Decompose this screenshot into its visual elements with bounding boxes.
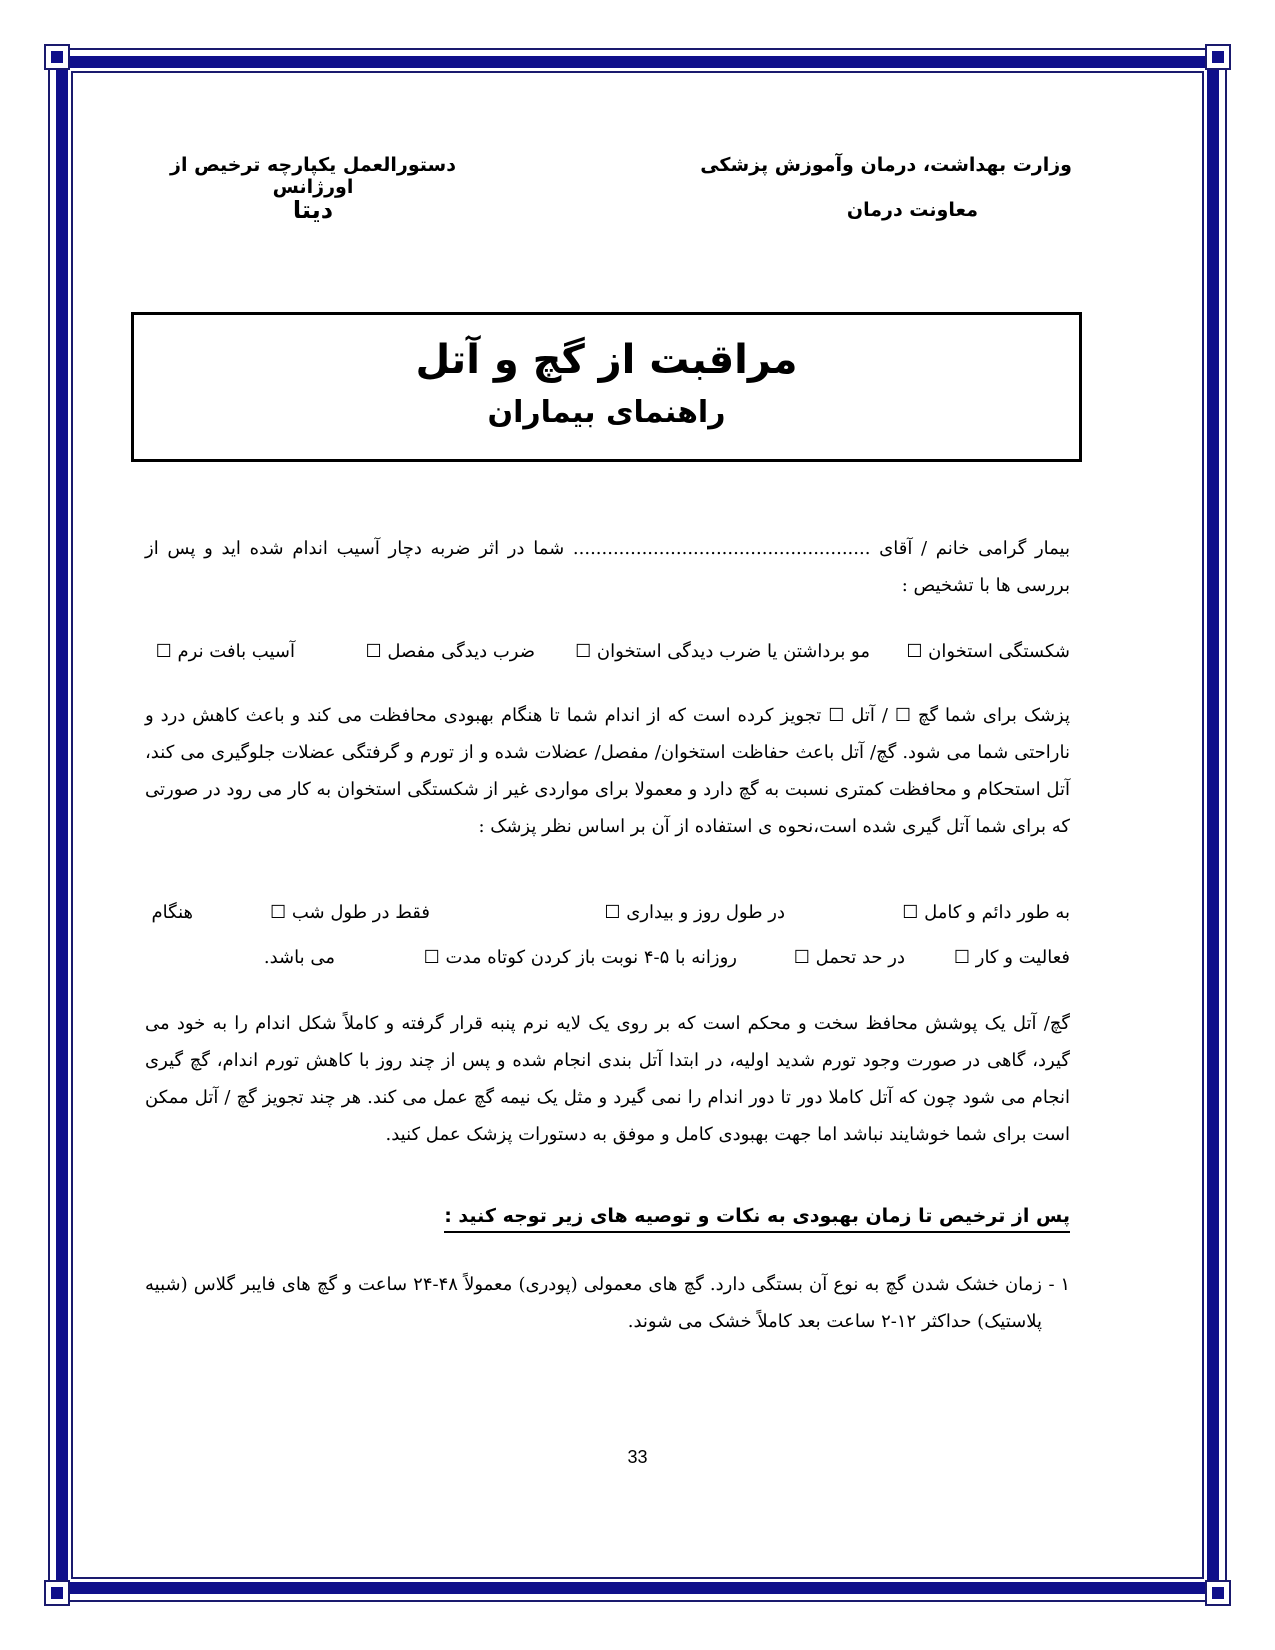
corner-ornament (1205, 1580, 1231, 1606)
diagnosis-option[interactable]: آسیب بافت نرم ☐ (155, 641, 295, 662)
usage-option-text: می باشد. (263, 947, 335, 968)
page-number: 33 (627, 1447, 648, 1467)
list-item-number: ۱ - (1048, 1274, 1070, 1295)
usage-option[interactable]: روزانه با ۵-۴ نوبت باز کردن کوتاه مدت ☐ (423, 947, 737, 968)
page-title: مراقبت از گچ و آتل (415, 337, 798, 383)
protocol-title: دستورالعمل یکپارچه ترخیص از اورژانس (170, 154, 456, 198)
cast-description-paragraph: گچ/ آتل یک پوشش محافظ سخت و محکم است که بر روی یک لایه نرم پنبه قرار گرفته و کاملاً شکل اندام را به خود می گیرد، گاهی در صورت وجود تورم شدید اولیه، در ابتدا آتل بندی انجام شده و پس از چند روز با کاهش تورم اندام، گچ گیری انجام می شود چون که آتل کاملا دور تا دور اندام را نمی گیرد و مثل یک نیمه گچ عمل می کند. هر چند تجویز گچ / آتل ممکن است برای شما خوشایند نباشد اما جهت بهبودی کامل و موفق به دستورات پزشک عمل کنید. (145, 1013, 1070, 1145)
usage-option[interactable]: در طول روز و بیداری ☐ (604, 902, 785, 923)
usage-option-text: هنگام (151, 902, 193, 923)
intro-paragraph: بیمار گرامی خانم / آقای .................................................... شما در اثر ضربه دچار آسیب اندام شده اید و پس از بررسی ها با تشخیص : (145, 538, 1070, 596)
diagnosis-option[interactable]: ضرب دیدگی مفصل ☐ (365, 641, 535, 662)
brand-name: دیتا (292, 196, 334, 224)
corner-ornament (44, 1580, 70, 1606)
list-item-text: زمان خشک شدن گچ به نوع آن بستگی دارد. گچ های معمولی (پودری) معمولاً ۴۸-۲۴ ساعت و گچ های فایبر گلاس (شبیه پلاستیک) حداکثر ۱۲-۲ ساعت بعد کاملاً خشک می شوند. (145, 1274, 1042, 1332)
usage-option[interactable]: به طور دائم و کامل ☐ (902, 902, 1070, 923)
diagnosis-options (145, 641, 1070, 671)
usage-options-row-1 (145, 902, 1070, 932)
section-heading: پس از ترخیص تا زمان بهبودی به نکات و توصیه های زیر توجه کنید : (444, 1205, 1070, 1233)
list-item (145, 1266, 1070, 1340)
diagnosis-option[interactable]: مو برداشتن یا ضرب دیدگی استخوان ☐ (575, 641, 870, 662)
corner-ornament (44, 44, 70, 70)
diagnosis-option[interactable]: شکستگی استخوان ☐ (906, 641, 1070, 662)
usage-option[interactable]: در حد تحمل ☐ (793, 947, 905, 968)
prescription-paragraph: پزشک برای شما گچ ☐ / آتل ☐ تجویز کرده است که از اندام شما تا هنگام بهبودی محافظت می کند و باعث کاهش درد و ناراحتی شما می شود. گچ/ آتل باعث حفاظت استخوان/ مفصل/ عضلات شده و از تورم و گرفتگی عضلات جلوگیری می کند، آتل استحکام و محافظت کمتری نسبت به گچ دارد و معمولا برای مواردی غیر از شکستگی استخوان به کار می رود در صورتی که برای شما آتل گیری شده است،نحوه ی استفاده از آن بر اساس نظر پزشک : (145, 705, 1071, 837)
usage-option[interactable]: فقط در طول شب ☐ (270, 902, 430, 923)
corner-ornament (1205, 44, 1231, 70)
deputy-name: معاونت درمان (846, 199, 978, 221)
usage-options-row-2 (145, 947, 1070, 977)
ministry-name: وزارت بهداشت، درمان وآموزش پزشکی (700, 154, 1072, 176)
page-subtitle: راهنمای بیماران (487, 395, 726, 430)
title-box (131, 312, 1082, 462)
usage-option[interactable]: فعالیت و کار ☐ (953, 947, 1070, 968)
